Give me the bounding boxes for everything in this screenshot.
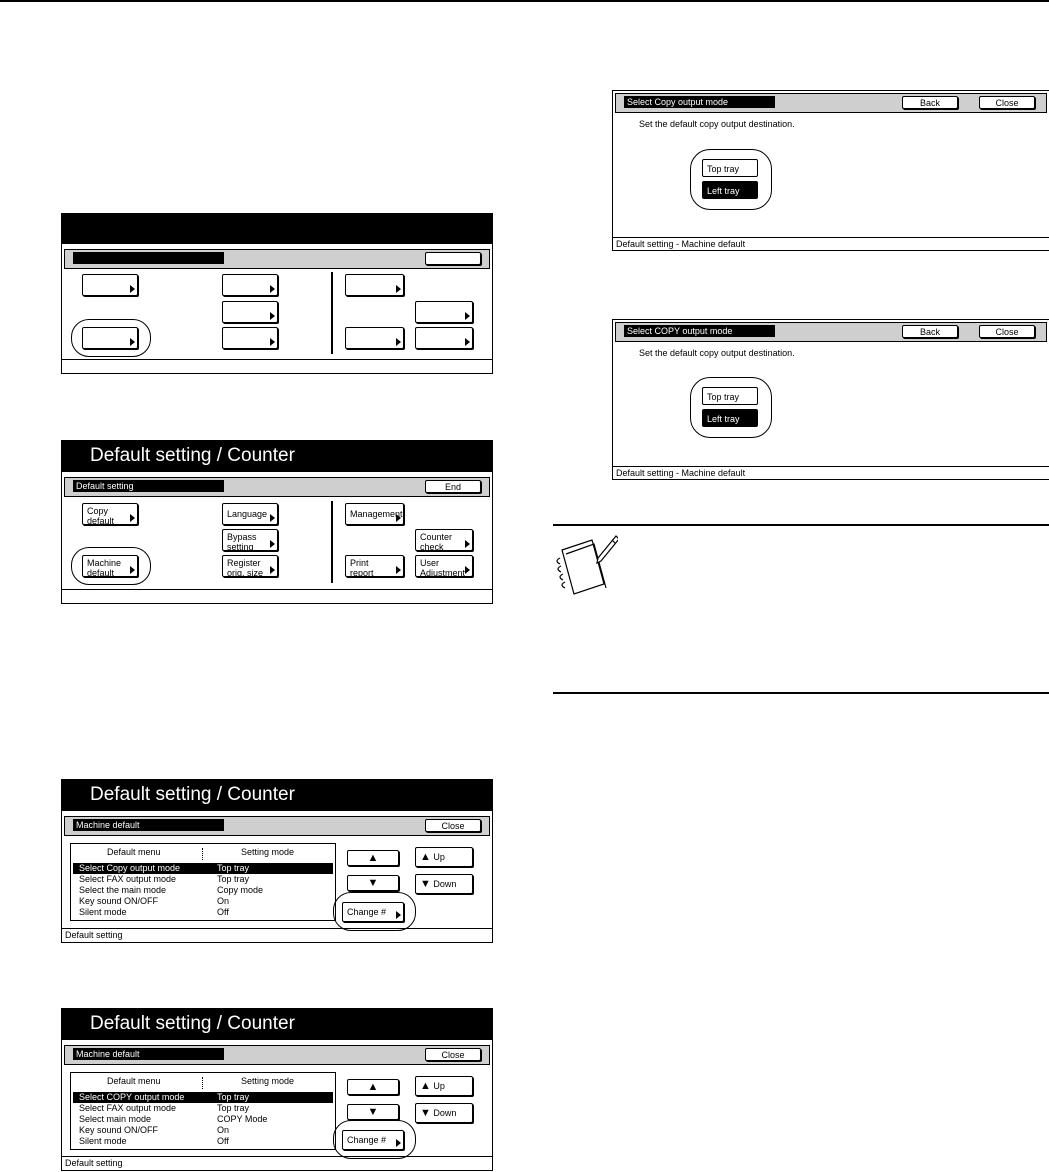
- close-button[interactable]: Close: [979, 96, 1035, 109]
- chevron-right-icon: [270, 312, 275, 320]
- back-button[interactable]: Back: [902, 325, 958, 338]
- column-header-default-menu: Default menu: [107, 1076, 161, 1086]
- button-label: Language: [227, 509, 268, 519]
- screen-title: Default setting / Counter: [90, 1013, 295, 1034]
- column-header-setting-mode: Setting mode: [241, 1076, 295, 1086]
- setting-value: COPY Mode: [217, 1114, 268, 1124]
- column-divider: [202, 1077, 203, 1089]
- page-down-button[interactable]: [415, 1103, 473, 1123]
- mode-label: [73, 252, 224, 264]
- page-up-button[interactable]: [415, 847, 473, 867]
- management-button[interactable]: [345, 503, 404, 525]
- copy-default-button[interactable]: [82, 274, 138, 296]
- screen-machine-default-list-alt: [61, 1008, 493, 1171]
- highlight-oval: [71, 319, 151, 357]
- mode-label: Select COPY output mode: [624, 325, 775, 337]
- end-button[interactable]: [425, 252, 481, 265]
- menu-name: Select FAX output mode: [79, 1103, 177, 1113]
- language-button[interactable]: [222, 274, 278, 296]
- setting-value: Top tray: [217, 1092, 250, 1102]
- button-label-line1: Register: [227, 558, 261, 568]
- menu-name: Select main mode: [79, 1114, 152, 1124]
- note-top-rule: [553, 524, 1049, 526]
- cursor-up-button[interactable]: ▲: [347, 1079, 399, 1095]
- mode-bar: [615, 322, 1047, 342]
- menu-name: Silent mode: [79, 1136, 127, 1146]
- screen-default-setting: [61, 440, 493, 604]
- list-item[interactable]: [73, 1125, 333, 1136]
- button-label: Management: [350, 509, 403, 519]
- button-label-line2: check: [420, 542, 444, 552]
- mode-bar: [64, 816, 490, 836]
- button-label-line1: Counter: [420, 532, 453, 542]
- print-report-button[interactable]: [345, 555, 404, 577]
- left-tray-option[interactable]: Left tray: [702, 181, 758, 199]
- screen-select-copy-output: [612, 90, 1049, 251]
- highlight-oval: [333, 1120, 416, 1159]
- page-down-button[interactable]: [415, 874, 473, 894]
- button-label-line1: Copy: [87, 506, 109, 516]
- setting-value: Copy mode: [217, 885, 264, 895]
- highlight-oval: [333, 892, 416, 931]
- column-header-setting-mode: Setting mode: [241, 847, 295, 857]
- chevron-right-icon: [396, 285, 401, 293]
- cursor-up-button[interactable]: ▲: [347, 850, 399, 866]
- mode-label: Machine default: [73, 819, 224, 831]
- status-bar: Default setting: [62, 1156, 492, 1170]
- up-label: Up: [433, 852, 445, 862]
- status-bar: [62, 589, 492, 603]
- screen-title-bar: [62, 780, 492, 811]
- chevron-right-icon: [396, 514, 401, 522]
- chevron-right-icon: [270, 540, 275, 548]
- chevron-right-icon: [465, 312, 470, 320]
- screen-machine-default-list: [61, 779, 493, 943]
- chevron-right-icon: [465, 540, 470, 548]
- mode-label: Default setting: [73, 480, 224, 492]
- menu-name: Silent mode: [79, 907, 127, 917]
- end-button[interactable]: End: [425, 480, 481, 493]
- chevron-right-icon: [270, 514, 275, 522]
- down-label: Down: [433, 879, 457, 889]
- print-report-button[interactable]: [345, 327, 404, 349]
- language-button[interactable]: [222, 503, 278, 525]
- mode-bar: [64, 249, 490, 269]
- notepad-pencil-icon: [552, 532, 618, 602]
- bypass-setting-button[interactable]: [222, 301, 278, 323]
- cursor-down-button[interactable]: ▼: [347, 875, 399, 891]
- chevron-right-icon: [270, 338, 275, 346]
- management-button[interactable]: [345, 274, 404, 296]
- menu-name: Select the main mode: [79, 885, 167, 895]
- menu-name: Select FAX output mode: [79, 874, 177, 884]
- close-button[interactable]: Close: [425, 819, 481, 832]
- down-arrow-icon: ▼: [420, 1107, 431, 1119]
- screen-title-bar: [62, 214, 492, 244]
- chevron-right-icon: [465, 338, 470, 346]
- down-arrow-icon: ▼: [420, 878, 431, 890]
- back-button[interactable]: Back: [902, 96, 958, 109]
- menu-name: Key sound ON/OFF: [79, 896, 159, 906]
- divider: [331, 501, 333, 583]
- menu-name: Select COPY output mode: [79, 1092, 185, 1102]
- counter-check-button[interactable]: [415, 529, 473, 551]
- change-label: Change #: [347, 907, 387, 917]
- button-label-line1: Print: [350, 558, 369, 568]
- mode-bar: [64, 1045, 490, 1065]
- chevron-right-icon: [270, 285, 275, 293]
- instruction-text: Set the default copy output destination.: [639, 348, 795, 358]
- list-item[interactable]: [73, 1136, 333, 1147]
- bypass-setting-button[interactable]: [222, 529, 278, 551]
- chevron-right-icon: [396, 338, 401, 346]
- menu-name: Select Copy output mode: [79, 863, 181, 873]
- divider: [331, 272, 333, 354]
- screen-title: Default setting / Counter: [90, 784, 295, 805]
- setting-value: Top tray: [217, 874, 250, 884]
- up-label: Up: [433, 1081, 445, 1091]
- list-item[interactable]: [73, 885, 333, 896]
- column-header-default-menu: Default menu: [107, 847, 161, 857]
- chevron-right-icon: [270, 566, 275, 574]
- setting-value: On: [217, 1125, 230, 1135]
- status-bar: Default setting - Machine default: [613, 466, 1049, 479]
- screen-title-bar: [62, 441, 492, 472]
- status-bar: Default setting - Machine default: [613, 237, 1049, 250]
- status-bar: Default setting: [62, 928, 492, 942]
- note-bottom-rule: [553, 692, 1049, 694]
- list-item[interactable]: [73, 907, 333, 918]
- screen-title: Default setting / Counter: [90, 445, 295, 466]
- setting-value: Top tray: [217, 863, 250, 873]
- status-bar: [62, 359, 492, 373]
- cursor-down-button[interactable]: ▼: [347, 1104, 399, 1120]
- down-label: Down: [433, 1108, 457, 1118]
- user-adjustment-button[interactable]: [415, 555, 473, 577]
- chevron-right-icon: [130, 285, 135, 293]
- button-label-line1: Bypass: [227, 532, 257, 542]
- counter-check-button[interactable]: [415, 301, 473, 323]
- up-arrow-icon: ▲: [420, 1080, 431, 1092]
- top-tray-option[interactable]: Top tray: [702, 387, 758, 405]
- chevron-right-icon: [465, 566, 470, 574]
- button-label-line2: default: [87, 568, 115, 578]
- button-label-line2: Adjustment: [420, 568, 466, 578]
- menu-name: Key sound ON/OFF: [79, 1125, 159, 1135]
- mode-bar: [64, 477, 490, 497]
- copy-default-button[interactable]: [82, 503, 138, 525]
- button-label-line2: setting: [227, 542, 254, 552]
- setting-value: Off: [217, 907, 229, 917]
- list-item[interactable]: [73, 1114, 333, 1125]
- register-orig-size-button[interactable]: [222, 555, 278, 577]
- page-up-button[interactable]: [415, 1076, 473, 1096]
- button-label-line1: Machine: [87, 558, 122, 568]
- close-button[interactable]: Close: [425, 1048, 481, 1061]
- list-item[interactable]: [73, 874, 333, 885]
- highlight-oval: [71, 547, 151, 585]
- button-label-line2: report: [350, 568, 374, 578]
- change-label: Change #: [347, 1135, 387, 1145]
- screen-default-setting-blank: [61, 213, 493, 374]
- top-tray-option[interactable]: Top tray: [702, 159, 758, 177]
- default-menu-list: [70, 843, 336, 921]
- list-item[interactable]: [73, 896, 333, 907]
- mode-label: Select Copy output mode: [624, 96, 775, 108]
- chevron-right-icon: [396, 566, 401, 574]
- button-label-line2: orig. size: [227, 568, 264, 578]
- list-item[interactable]: [73, 863, 333, 874]
- close-button[interactable]: Close: [979, 325, 1035, 338]
- setting-value: Top tray: [217, 1103, 250, 1113]
- list-item[interactable]: [73, 1092, 333, 1103]
- screen-title-bar: [62, 1009, 492, 1040]
- button-label-line2: default: [87, 516, 115, 526]
- left-tray-option[interactable]: Left tray: [702, 409, 758, 427]
- page-top-rule: [0, 0, 1049, 2]
- setting-value: Off: [217, 1136, 229, 1146]
- default-menu-list: [70, 1072, 336, 1150]
- chevron-right-icon: [130, 514, 135, 522]
- user-adjustment-button[interactable]: [415, 327, 473, 349]
- column-divider: [202, 848, 203, 860]
- button-label-line1: User: [420, 558, 440, 568]
- list-item[interactable]: [73, 1103, 333, 1114]
- up-arrow-icon: ▲: [420, 851, 431, 863]
- register-orig-size-button[interactable]: [222, 327, 278, 349]
- instruction-text: Set the default copy output destination.: [639, 119, 795, 129]
- setting-value: On: [217, 896, 230, 906]
- mode-label: Machine default: [73, 1048, 224, 1060]
- screen-select-copy-output-alt: [612, 319, 1049, 480]
- mode-bar: [615, 93, 1047, 113]
